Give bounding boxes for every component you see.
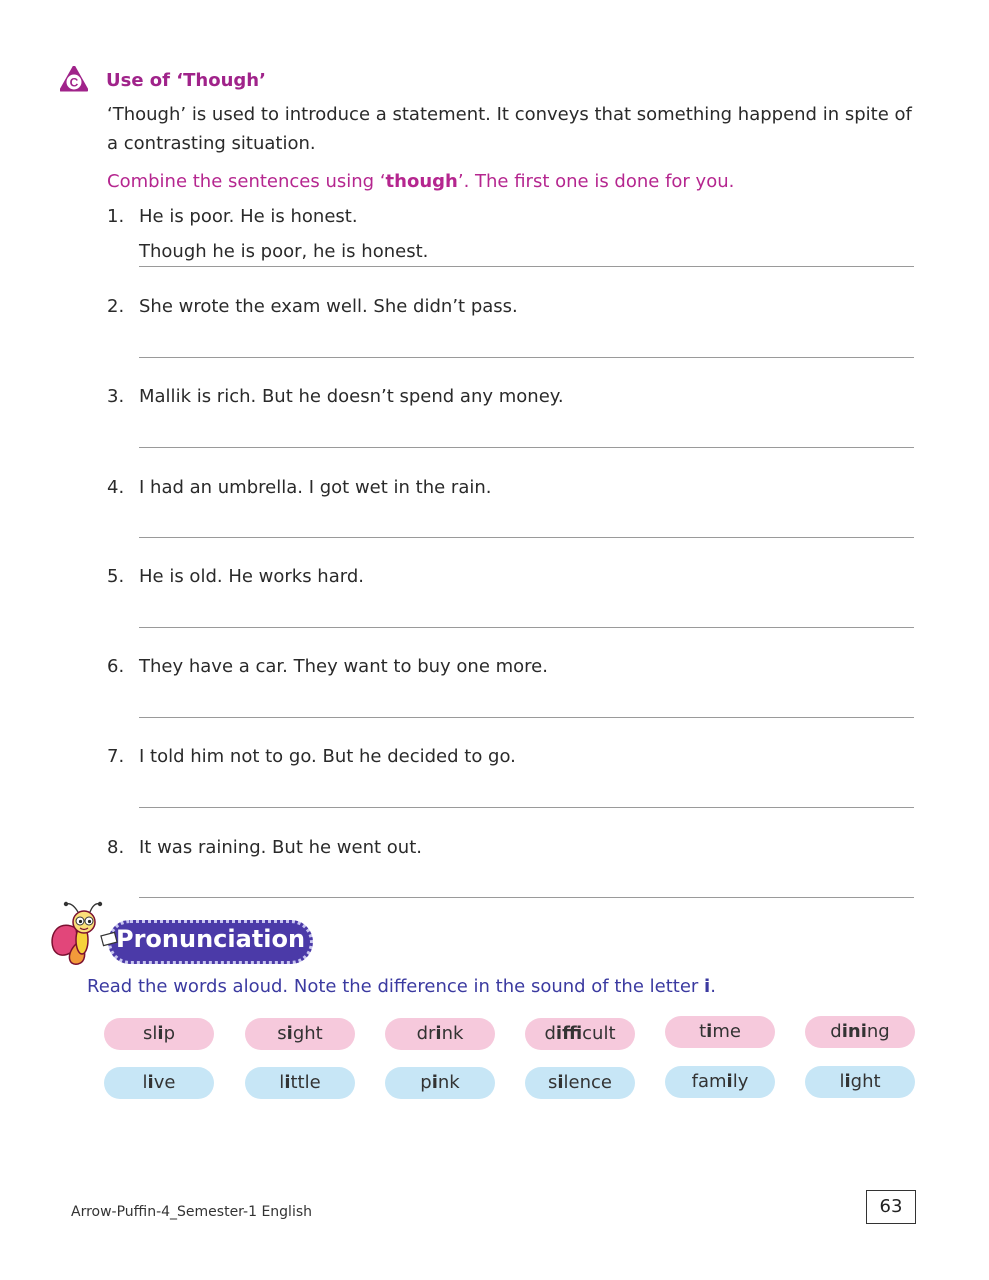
- instruction-keyword: though: [385, 171, 458, 192]
- word-letter: i: [557, 1072, 564, 1093]
- word-part: dr: [416, 1023, 436, 1044]
- butterfly-mascot-icon: [46, 898, 126, 970]
- word-part: t: [699, 1021, 707, 1042]
- question-text: He is old. He works hard.: [139, 566, 364, 587]
- question-text: He is poor. He is honest.: [139, 206, 358, 227]
- question-item: [107, 477, 491, 498]
- section-badge-letter: C: [69, 75, 79, 90]
- word-part: me: [712, 1021, 741, 1042]
- question-number: 4.: [107, 477, 125, 498]
- question-number: 2.: [107, 296, 125, 317]
- word-pill: [245, 1067, 355, 1099]
- word-part: ttle: [290, 1072, 321, 1093]
- question-item: [107, 296, 518, 317]
- word-letter: i: [147, 1072, 154, 1093]
- word-part: l: [839, 1071, 845, 1092]
- word-pill: [525, 1067, 635, 1099]
- word-letter: i: [844, 1071, 851, 1092]
- word-letter: i: [284, 1072, 291, 1093]
- word-pill: [665, 1066, 775, 1098]
- word-letter: i: [286, 1023, 293, 1044]
- question-text: I told him not to go. But he decided to go.: [139, 746, 516, 767]
- answer-line[interactable]: [139, 266, 914, 267]
- word-part: l: [142, 1072, 148, 1093]
- answer-text: Though he is poor, he is honest.: [139, 241, 429, 262]
- word-pill: [385, 1018, 495, 1050]
- question-number: 7.: [107, 746, 125, 767]
- pronunciation-title: Pronunciation: [116, 925, 306, 953]
- section-title: Use of ‘Though’: [106, 70, 266, 91]
- pron-instruction-pre: Read the words aloud. Note the difference in the sound of the letter: [87, 976, 705, 997]
- word-letter: i: [431, 1072, 438, 1093]
- word-pill: [805, 1016, 915, 1048]
- word-part: nk: [437, 1072, 460, 1093]
- word-part: d: [830, 1021, 842, 1042]
- question-text: Mallik is rich. But he doesn’t spend any money.: [139, 386, 564, 407]
- question-number: 5.: [107, 566, 125, 587]
- question-item: [107, 837, 422, 858]
- word-pill: [525, 1018, 635, 1050]
- pron-instruction-letter: i: [704, 976, 711, 997]
- question-number: 1.: [107, 206, 125, 227]
- question-item: [107, 386, 564, 407]
- answer-line[interactable]: [139, 357, 914, 358]
- word-part: ve: [153, 1072, 176, 1093]
- page-number: 63: [866, 1190, 916, 1224]
- question-number: 6.: [107, 656, 125, 677]
- pronunciation-instruction: [87, 976, 716, 997]
- pron-instruction-post: .: [710, 976, 716, 997]
- word-part: lence: [563, 1072, 613, 1093]
- word-part: cult: [582, 1023, 616, 1044]
- word-part: s: [277, 1023, 287, 1044]
- word-letter: i: [726, 1071, 733, 1092]
- question-text: She wrote the exam well. She didn’t pass.: [139, 296, 518, 317]
- word-part: nk: [441, 1023, 464, 1044]
- question-number: 8.: [107, 837, 125, 858]
- word-part: ght: [850, 1071, 881, 1092]
- word-pill: [665, 1016, 775, 1048]
- instruction-pre: Combine the sentences using ‘: [107, 171, 386, 192]
- question-item: [107, 206, 358, 227]
- question-number: 3.: [107, 386, 125, 407]
- word-letter: ini: [841, 1021, 867, 1042]
- answer-line[interactable]: [139, 447, 914, 448]
- question-text: I had an umbrella. I got wet in the rain.: [139, 477, 492, 498]
- question-text: They have a car. They want to buy one more.: [139, 656, 548, 677]
- answer-line[interactable]: [139, 807, 914, 808]
- word-part: ght: [292, 1023, 323, 1044]
- answer-line[interactable]: [139, 537, 914, 538]
- word-pill: [245, 1018, 355, 1050]
- word-part: l: [279, 1072, 285, 1093]
- word-part: s: [547, 1072, 558, 1093]
- footer-book-title: Arrow-Puffin-4_Semester-1 English: [71, 1204, 313, 1220]
- answer-line[interactable]: [139, 897, 914, 898]
- word-letter: i: [706, 1021, 713, 1042]
- word-part: p: [420, 1072, 432, 1093]
- word-pill: [104, 1067, 214, 1099]
- word-letter: iffi: [555, 1023, 583, 1044]
- question-item: [107, 656, 548, 677]
- instruction-post: ’. The first one is done for you.: [457, 171, 735, 192]
- word-part: fam: [691, 1071, 727, 1092]
- word-letter: i: [435, 1023, 442, 1044]
- word-part: sl: [143, 1023, 158, 1044]
- intro-paragraph: ‘Though’ is used to introduce a statement. It conveys that something happend in spite of a contrasting situation.: [107, 104, 912, 154]
- word-part: ng: [866, 1021, 890, 1042]
- word-pill: [805, 1066, 915, 1098]
- word-pill: [385, 1067, 495, 1099]
- answer-line[interactable]: [139, 717, 914, 718]
- section-c-badge-icon: [60, 66, 88, 94]
- exercise-instruction: [107, 171, 734, 192]
- word-part: d: [544, 1023, 556, 1044]
- word-pill: [104, 1018, 214, 1050]
- question-text: It was raining. But he went out.: [139, 837, 422, 858]
- question-item: [107, 566, 364, 587]
- word-part: ly: [732, 1071, 749, 1092]
- word-part: p: [163, 1023, 175, 1044]
- answer-line[interactable]: [139, 627, 914, 628]
- word-letter: i: [157, 1023, 164, 1044]
- question-item: [107, 746, 516, 767]
